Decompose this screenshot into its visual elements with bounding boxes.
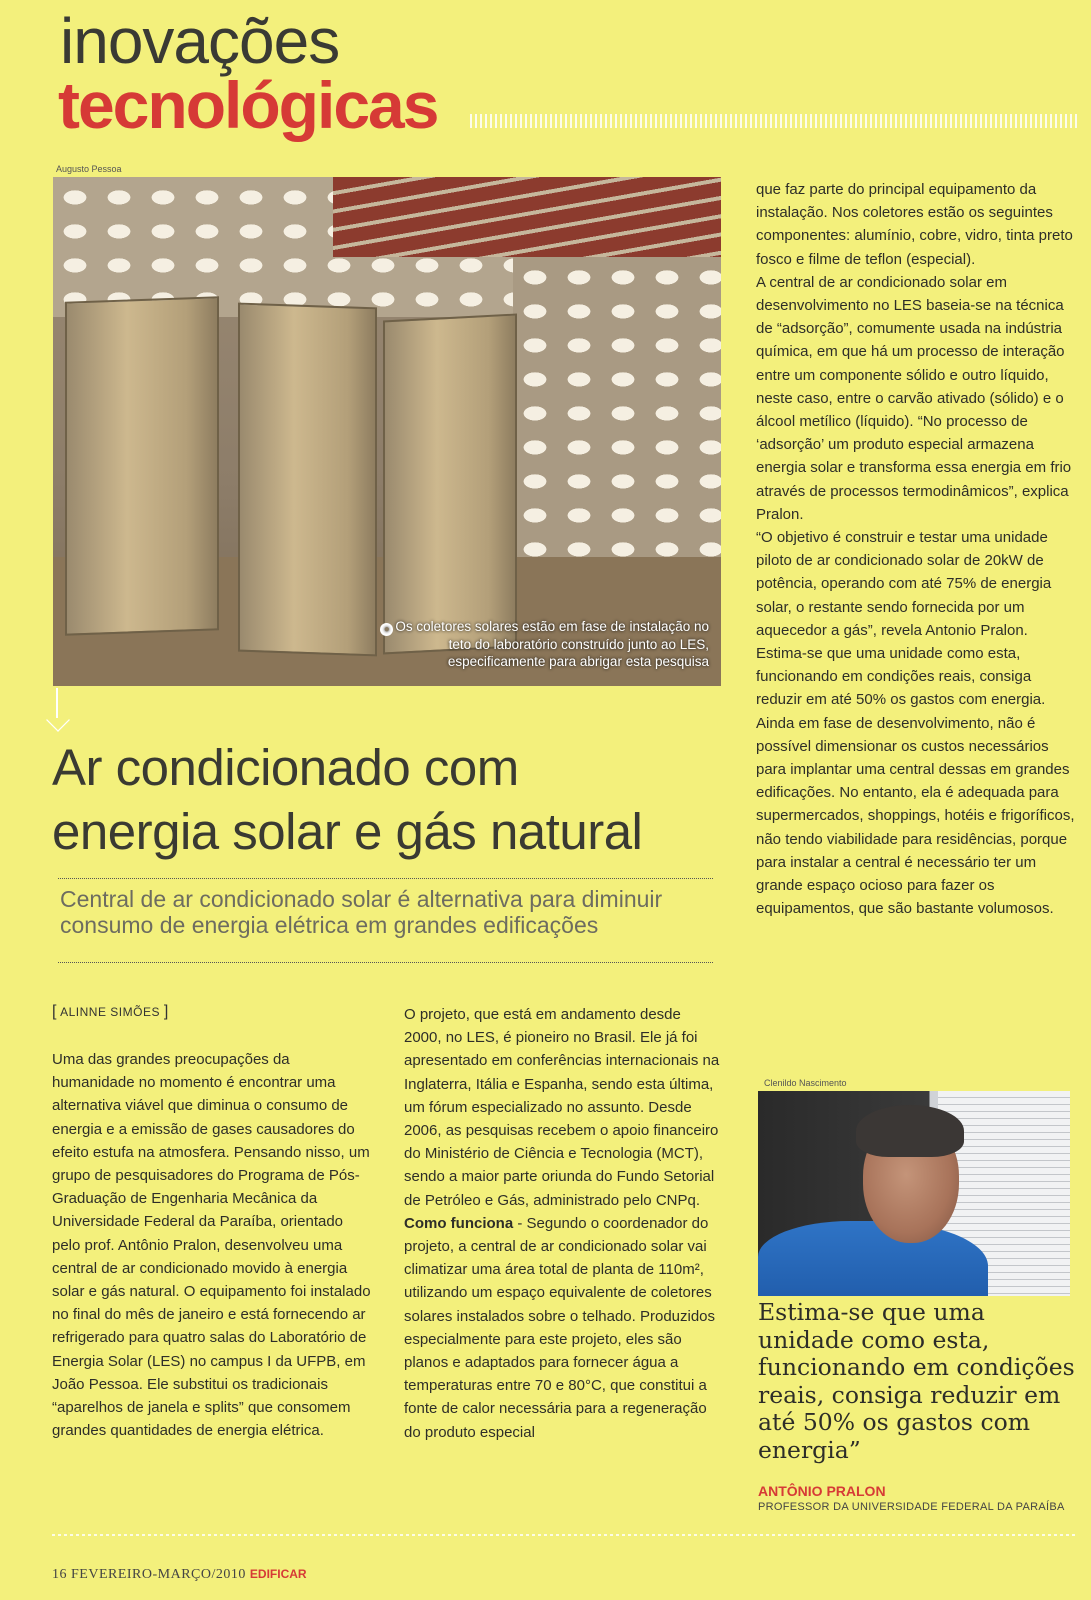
page-number: 16: [52, 1567, 67, 1582]
hair: [856, 1105, 964, 1157]
paragraph: que faz parte do principal equipamento da instalação. Nos coletores estão os seguintes componentes: alumínio, cobre, vidro, tinta preto fosco e filme de teflon (especial).: [756, 181, 1073, 268]
article-headline: [52, 736, 712, 864]
portrait-photo: [758, 1091, 1070, 1296]
pull-quote: Estima-se que uma unidade como esta, funcionando em condições reais, consiga reduzir em até 50% os gastos com energia”: [758, 1298, 1075, 1464]
paragraph-text: - Segundo o coordenador do projeto, a central de ar condicionado solar vai climatizar uma área total de planta de 110m², utilizando um espaço equivalente de coletores solares instalados sobre o telhado. Produzidos especialmente para este projeto, eles são planos e adaptados para fornecer água a temperaturas entre 70 e 80°C, que constitui a fonte de calor necessária para a regeneração do produto especial: [404, 1214, 716, 1441]
paragraph: [404, 1212, 720, 1444]
column-1: [52, 1048, 372, 1442]
section-title-line2: tecnológicas: [58, 68, 438, 142]
roof-beams: [333, 177, 721, 257]
deck-rule-top: [58, 878, 713, 879]
article-deck: [60, 886, 710, 938]
deck-line2: consumo de energia elétrica em grandes edificações: [60, 912, 599, 938]
photo-credit: Clenildo Nascimento: [764, 1078, 847, 1088]
photo-caption-text: Os coletores solares estão em fase de instalação no teto do laboratório construído junto ao LES, especificamente para abrigar esta pesquisa: [395, 619, 709, 669]
byline-author: ALINNE SIMÕES: [60, 1005, 160, 1019]
quote-author: ANTÔNIO PRALON: [758, 1483, 886, 1499]
byline: [ ALINNE SIMÕES ]: [52, 1003, 169, 1020]
section-title-line1: inovações: [60, 5, 340, 77]
paragraph: O projeto, que está em andamento desde 2000, no LES, é pioneiro no Brasil. Ele já foi apresentado em conferências internacionais na Inglaterra, Itália e Espanha, sendo esta última, um fórum especializado no assunto. Desde 2006, as pesquisas recebem o apoio financeiro do Ministério de Ciência e Tecnologia (MCT), sendo a maior parte oriunda do Fundo Setorial de Petróleo e Gás, administrado pelo CNPq.: [404, 1006, 720, 1209]
collector-panel: [238, 303, 377, 657]
quote-author-role: PROFESSOR DA UNIVERSIDADE FEDERAL DA PARAÍBA: [758, 1501, 1065, 1513]
paragraph: “O objetivo é construir e testar uma unidade piloto de ar condicionado solar de 20kW de potência, operando com até 75% de energia solar, o restante sendo fornecida por um aquecedor a gás”, revela Antonio Pralon. Estima-se que uma unidade como esta, funcionando em condições reais, consiga reduzir em até 50% os gastos com energia.: [756, 529, 1052, 709]
subhead: Como funciona: [404, 1214, 514, 1232]
paragraph: Ainda em fase de desenvolvimento, não é possível dimensionar os custos necessários para implantar uma central dessas em grandes edificações. No entanto, ela é adequada para supermercados, shoppings, hotéis e frigoríficos, não tendo viabilidade para residências, porque para instalar a central é necessário ter um grande espaço ocioso para fazer os equipamentos, que são bastante volumosos.: [756, 714, 1075, 918]
solar-collectors-photo: [53, 177, 721, 686]
column-3: [756, 178, 1076, 921]
headline-line1: Ar condicionado com: [52, 739, 519, 796]
footer-rule: [52, 1534, 1078, 1536]
issue-date: FEVEREIRO-MARÇO/2010: [71, 1567, 246, 1582]
photo-caption: [379, 618, 709, 670]
photo-credit: Augusto Pessoa: [56, 164, 122, 174]
magazine-brand: EDIFICAR: [249, 1567, 307, 1581]
paragraph: A central de ar condicionado solar em desenvolvimento no LES baseia-se na técnica de “adsorção”, comumente usada na indústria química, em que há um processo de interação entre um componente sólido e outro líquido, neste caso, entre o carvão ativado (sólido) e o álcool metílico (líquido). “No processo de ‘adsorção’ um produto especial armazena energia solar e transforma essa energia em frio através de processos termodinâmicos”, explica Pralon.: [756, 273, 1072, 523]
column-2: [404, 1003, 720, 1444]
camera-icon: ●: [380, 623, 393, 636]
deck-rule-bottom: [58, 962, 713, 963]
section-rule: [470, 114, 1078, 128]
arrow-down-icon: [46, 708, 70, 732]
headline-line2: energia solar e gás natural: [52, 803, 643, 860]
collector-panel: [65, 296, 219, 635]
deck-line1: Central de ar condicionado solar é alternativa para diminuir: [60, 886, 663, 912]
paragraph: Uma das grandes preocupações da humanidade no momento é encontrar uma alternativa viável que diminua o consumo de energia e a emissão de gases causadores do efeito estufa na atmosfera. Pensando nisso, um grupo de pesquisadores do Programa de Pós-Graduação de Engenharia Mecânica da Universidade Federal da Paraíba, orientado pelo prof. Antônio Pralon, desenvolveu uma central de ar condicionado movido à energia solar e gás natural. O equipamento foi instalado no final do mês de janeiro e está fornecendo ar refrigerado para quatro salas do Laboratório de Energia Solar (LES) no campus I da UFPB, em João Pessoa. Ele substitui os tradicionais “aparelhos de janela e splits” que consomem grandes quantidades de energia elétrica.: [52, 1051, 371, 1440]
collector-panel: [383, 313, 517, 654]
footer: [52, 1567, 307, 1583]
wall-pattern-right: [513, 257, 721, 577]
